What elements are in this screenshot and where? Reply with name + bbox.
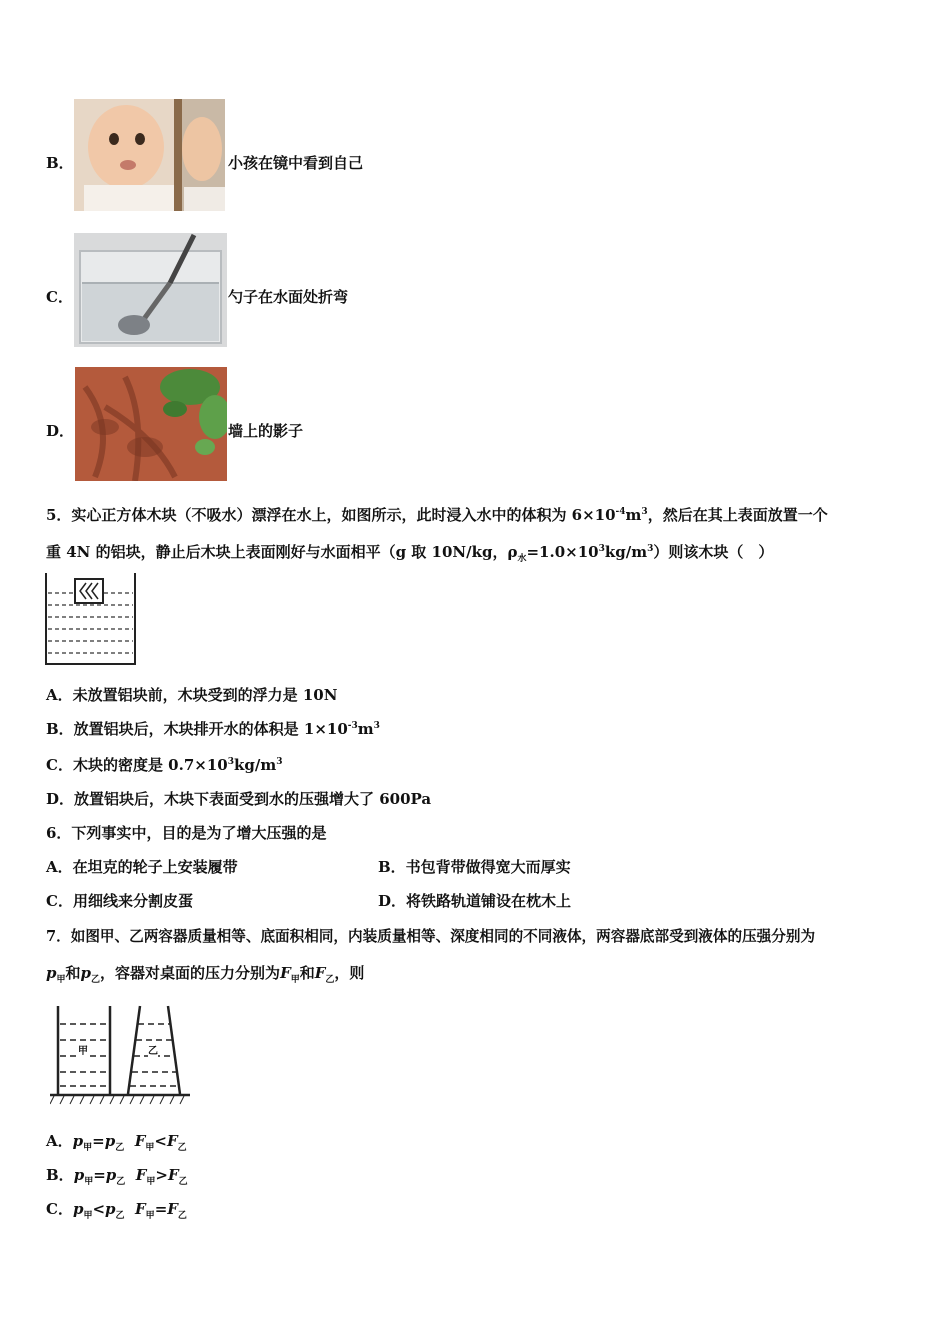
q7-two-containers-figure [50, 1000, 190, 1110]
q6-option-c: C．用细线来分割皮蛋 [46, 892, 193, 910]
q6-option-a: A．在坦克的轮子上安装履带 [46, 858, 238, 876]
q5-floating-block-figure [44, 571, 140, 671]
q6-option-b: B．书包背带做得宽大而厚实 [378, 858, 571, 876]
q5-option-c: C．木块的密度是 $0.7\times 10^3kg/m^3$ [46, 756, 283, 774]
q7-option-b: B．$p_甲=p_乙$ $F_甲>F_乙$ [46, 1166, 188, 1187]
container-label-jia: 甲 [78, 1042, 88, 1057]
option-letter: D． [46, 422, 75, 440]
option-letter: C． [46, 288, 73, 306]
q5-option-d: D．放置铝块后，木块下表面受到水的压强增大了 600Pa [46, 790, 432, 808]
option-caption: 小孩在镜中看到自己 [228, 154, 364, 172]
q5-option-b: B．放置铝块后，木块排开水的体积是 $1\times 10^{-3}m^3$ [46, 720, 380, 738]
spoon-in-water-photo [74, 233, 227, 347]
q5-option-a: A．未放置铝块前，木块受到的浮力是 10N [46, 686, 338, 704]
option-caption: 勺子在水面处折弯 [228, 288, 349, 306]
baby-mirror-photo [74, 99, 225, 211]
q7-option-c: C．$p_甲<p_乙$ $F_甲=F_乙$ [46, 1200, 187, 1221]
q6-option-d: D．将铁路轨道铺设在枕木上 [378, 892, 572, 910]
container-label-yi: 乙 [148, 1042, 158, 1057]
option-letter: B． [46, 154, 74, 172]
q5-stem-line2: 重 4N 的铝块，静止后木块上表面刚好与水面相平（g 取 10N/kg，$\rho_水=1.0\times 10^3kg/m^3$）则该木块（ ） [46, 543, 774, 564]
q6-stem: 6．下列事实中，目的是为了增大压强的是 [46, 824, 327, 842]
q7-option-a: A．$p_甲=p_乙$ $F_甲<F_乙$ [46, 1132, 187, 1153]
q7-stem-line1: 7．如图甲、乙两容器质量相等、底面积相同，内装质量相等、深度相同的不同液体，两容器底部受到液体的压强分别为 [46, 928, 816, 945]
q5-stem-line1: 5．实心正方体木块（不吸水）漂浮在水上，如图所示，此时浸入水中的体积为 $6\times 10^{-4}m^3$，然后在其上表面放置一个 [46, 506, 828, 524]
option-caption: 墙上的影子 [228, 422, 304, 440]
q7-stem-line2: $p_甲$和$p_乙$，容器对桌面的压力分别为$F_甲$和$F_乙$，则 [46, 964, 365, 985]
wall-shadow-photo [75, 367, 227, 481]
